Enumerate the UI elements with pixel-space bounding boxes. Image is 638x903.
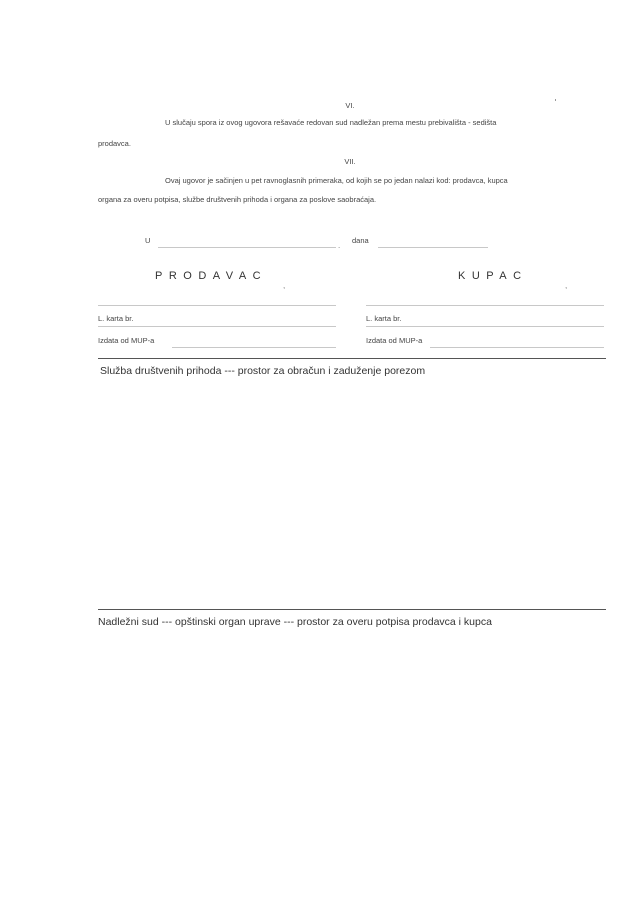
seller-title: PRODAVAC	[155, 270, 268, 282]
buyer-id-label: L. karta br.	[366, 314, 402, 323]
buyer-id-field-line[interactable]	[366, 326, 604, 327]
tax-office-divider	[98, 358, 606, 359]
tax-office-heading: Služba društvenih prihoda --- prostor za obračun i zaduženje porezom	[100, 365, 426, 377]
court-heading: Nadležni sud --- opštinski organ uprave --- prostor za overu potpisa prodavca i kupca	[98, 616, 492, 628]
section-vii-text-line2: organa za overu potpisa, službe društvenih prihoda i organa za poslove saobraćaja.	[98, 195, 377, 204]
seller-issued-field-line[interactable]	[172, 347, 336, 348]
date-field-line[interactable]	[378, 247, 488, 248]
tax-office-area[interactable]	[98, 380, 606, 605]
seller-issued-label: Izdata od MUP-a	[98, 336, 155, 345]
scan-speck	[555, 99, 556, 101]
date-label: dana	[352, 236, 369, 245]
place-field-dot: .	[338, 241, 341, 250]
seller-signature-line[interactable]	[98, 305, 336, 306]
place-label: U	[145, 236, 151, 245]
seller-id-label: L. karta br.	[98, 314, 134, 323]
buyer-issued-label: Izdata od MUP-a	[366, 336, 423, 345]
buyer-title: KUPAC	[458, 270, 528, 282]
section-vii-text-line1: Ovaj ugovor je sačinjen u pet ravnoglasnih primeraka, od kojih se po jedan nalazi kod: prodavca, kupca	[165, 176, 508, 185]
section-vi-text-line2: prodavca.	[98, 139, 131, 148]
buyer-signature-line[interactable]	[366, 305, 604, 306]
place-field-line[interactable]	[158, 247, 336, 248]
buyer-title-mark: ,	[565, 281, 568, 290]
section-vi-text-line1: U slučaju spora iz ovog ugovora rešavaće redovan sud nadležan prema mestu prebivališta - sedišta	[165, 118, 497, 127]
court-area[interactable]	[98, 632, 606, 872]
seller-title-mark: ,	[283, 281, 286, 290]
seller-id-field-line[interactable]	[98, 326, 336, 327]
buyer-issued-field-line[interactable]	[430, 347, 604, 348]
court-divider	[98, 609, 606, 610]
section-vi-heading: VI.	[345, 101, 355, 110]
section-vii-heading: VII.	[344, 157, 356, 166]
